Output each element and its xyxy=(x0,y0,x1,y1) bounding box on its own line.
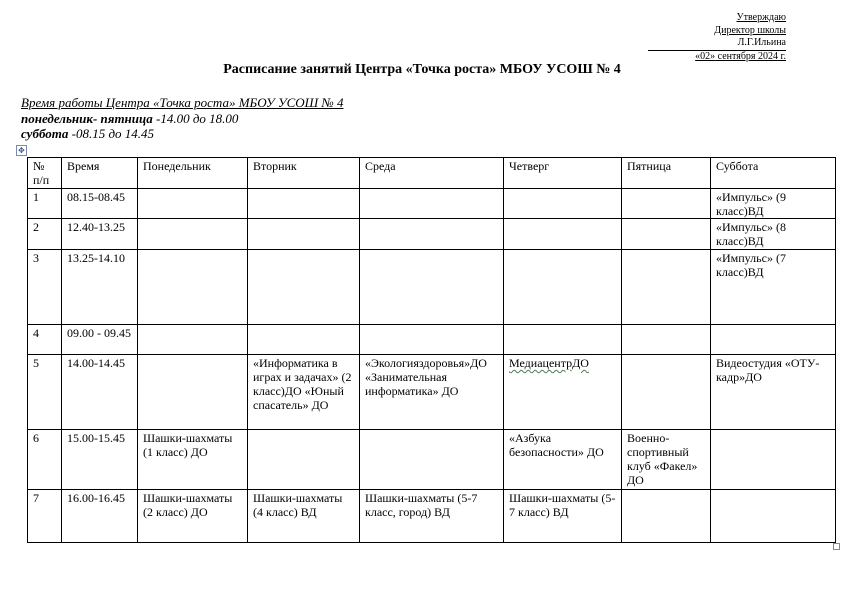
cell-saturday xyxy=(711,490,836,543)
cell-time: 14.00-14.45 xyxy=(62,355,138,430)
table-row xyxy=(28,325,836,355)
cell-friday: Военно-спортивный клуб «Факел» ДО xyxy=(622,430,711,490)
cell-tuesday: Шашки-шахматы (4 класс) ВД xyxy=(248,490,360,543)
cell-saturday: «Импульс» (9 класс)ВД xyxy=(711,189,836,219)
header-cell-saturday: Суббота xyxy=(711,158,836,189)
cell-tuesday xyxy=(248,325,360,355)
table-row xyxy=(28,490,836,543)
cell-wednesday xyxy=(360,325,504,355)
header-cell-thursday: Четверг xyxy=(504,158,622,189)
cell-wednesday xyxy=(360,189,504,219)
page-title: Расписание занятий Центра «Точка роста» МБОУ УСОШ № 4 xyxy=(223,62,621,77)
cell-saturday: Видеостудия «ОТУ-кадр»ДО xyxy=(711,355,836,430)
cell-tuesday: «Информатика в играх и задачах» (2 класс)ДО «Юный спасатель» ДО xyxy=(248,355,360,430)
approval-date-rest: сентября 2024 г. xyxy=(715,50,786,62)
saturday-label: суббота xyxy=(21,126,69,141)
cell-time: 09.00 - 09.45 xyxy=(62,325,138,355)
cell-saturday: «Импульс» (7 класс)ВД xyxy=(711,250,836,325)
cell-thursday: МедиацентрДО xyxy=(504,355,622,430)
cell-wednesday xyxy=(360,250,504,325)
table-row xyxy=(28,189,836,219)
cell-monday xyxy=(138,250,248,325)
header-row xyxy=(28,158,836,189)
cell-monday: Шашки-шахматы (1 класс) ДО xyxy=(138,430,248,490)
cell-wednesday: «Экологияздоровья»ДО «Занимательная информатика» ДО xyxy=(360,355,504,430)
header-cell-time: Время xyxy=(62,158,138,189)
approval-block xyxy=(636,12,786,63)
cell-saturday xyxy=(711,325,836,355)
cell-friday xyxy=(622,490,711,543)
cell-number: 4 xyxy=(28,325,62,355)
cell-number: 5 xyxy=(28,355,62,430)
cell-monday xyxy=(138,219,248,250)
cell-thursday xyxy=(504,250,622,325)
cell-monday xyxy=(138,189,248,219)
cell-thursday xyxy=(504,219,622,250)
cell-saturday: «Импульс» (8 класс)ВД xyxy=(711,219,836,250)
cell-thursday xyxy=(504,189,622,219)
weekday-time: -14.00 до 18.00 xyxy=(152,110,239,126)
cell-friday xyxy=(622,250,711,325)
cell-time: 08.15-08.45 xyxy=(62,189,138,219)
cell-thursday: Шашки-шахматы (5-7 класс) ВД xyxy=(504,490,622,543)
table-row xyxy=(28,355,836,430)
table-row xyxy=(28,250,836,325)
work-hours-heading: Время работы Центра «Точка роста» МБОУ УСОШ № 4 xyxy=(21,95,344,110)
cell-time: 13.25-14.10 xyxy=(62,250,138,325)
table-move-handle-icon[interactable]: ✥ xyxy=(16,145,27,156)
cell-number: 1 xyxy=(28,189,62,219)
saturday-time: -08.15 до 14.45 xyxy=(68,126,155,141)
approval-signature: Л.Г.Ильина xyxy=(648,37,786,51)
cell-monday xyxy=(138,325,248,355)
cell-tuesday xyxy=(248,219,360,250)
cell-monday: Шашки-шахматы (2 класс) ДО xyxy=(138,490,248,543)
cell-friday xyxy=(622,355,711,430)
header-cell-wednesday: Среда xyxy=(360,158,504,189)
table-row xyxy=(28,219,836,250)
table-resize-handle-icon[interactable] xyxy=(833,543,840,550)
cell-monday xyxy=(138,355,248,430)
cell-tuesday xyxy=(248,430,360,490)
cell-thursday: «Азбука безопасности» ДО xyxy=(504,430,622,490)
cell-tuesday xyxy=(248,189,360,219)
cell-number: 3 xyxy=(28,250,62,325)
cell-time: 16.00-16.45 xyxy=(62,490,138,543)
cell-friday xyxy=(622,219,711,250)
cell-wednesday xyxy=(360,430,504,490)
header-cell-friday: Пятница xyxy=(622,158,711,189)
cell-number: 6 xyxy=(28,430,62,490)
cell-tuesday xyxy=(248,250,360,325)
header-cell-number: № п/п xyxy=(28,158,62,189)
cell-friday xyxy=(622,325,711,355)
work-hours xyxy=(21,95,343,142)
approval-line: Утверждаю xyxy=(736,12,786,23)
cell-number: 7 xyxy=(28,490,62,543)
header-cell-tuesday: Вторник xyxy=(248,158,360,189)
schedule-table xyxy=(27,157,836,543)
cell-thursday xyxy=(504,325,622,355)
table-row xyxy=(28,430,836,490)
cell-time: 15.00-15.45 xyxy=(62,430,138,490)
header-cell-monday: Понедельник xyxy=(138,158,248,189)
work-hours-saturday xyxy=(21,126,343,142)
cell-wednesday: Шашки-шахматы (5-7 класс, город) ВД xyxy=(360,490,504,543)
approval-position: Директор школы xyxy=(714,24,786,36)
work-hours-weekday xyxy=(21,111,343,127)
cell-saturday xyxy=(711,430,836,490)
weekday-label: понедельник- пятница xyxy=(21,110,153,126)
cell-time: 12.40-13.25 xyxy=(62,219,138,250)
cell-number: 2 xyxy=(28,219,62,250)
approval-date-day: «02» xyxy=(695,50,716,62)
cell-friday xyxy=(622,189,711,219)
cell-wednesday xyxy=(360,219,504,250)
